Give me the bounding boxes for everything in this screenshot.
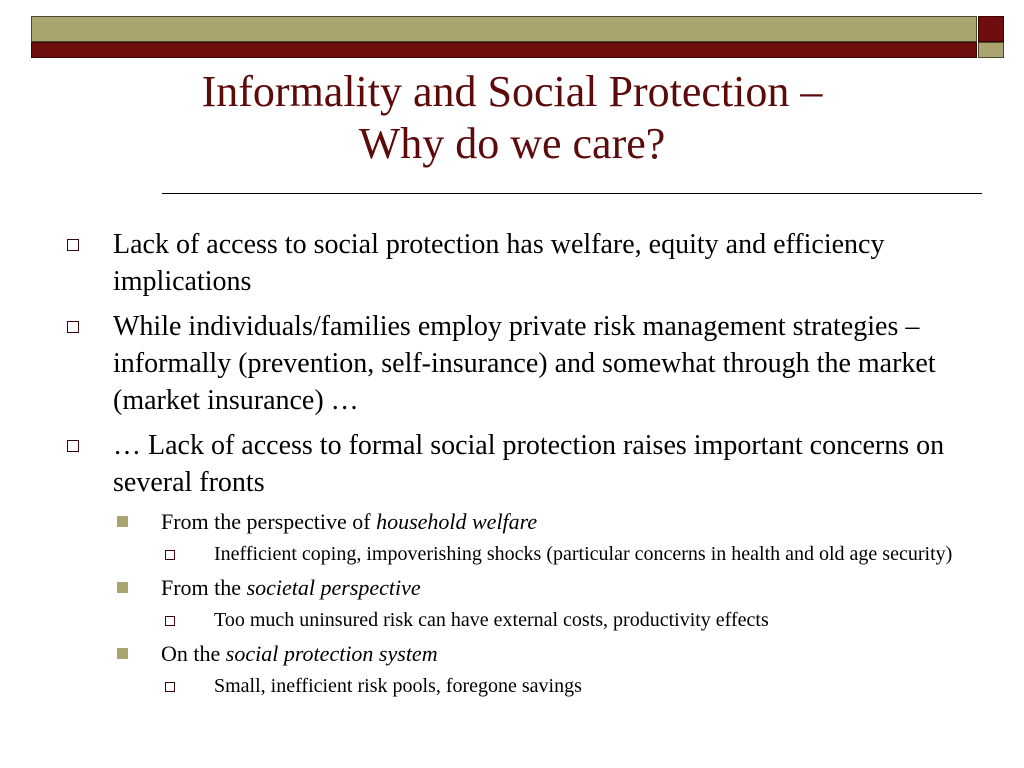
hollow-square-bullet-icon	[67, 440, 79, 452]
detail-bullet-item	[214, 607, 962, 633]
sub-bullet-prefix: From the	[161, 575, 247, 600]
hollow-square-bullet-icon	[67, 239, 79, 251]
detail-bullet-text: Small, inefficient risk pools, foregone savings	[214, 675, 582, 697]
sub-bullet-prefix: From the perspective of	[161, 509, 377, 534]
slide-title-line-2: Why do we care?	[358, 119, 666, 168]
filled-square-bullet-icon	[117, 582, 128, 593]
bullet-text: Lack of access to social protection has welfare, equity and efficiency implications	[113, 229, 885, 297]
hollow-square-bullet-icon	[165, 550, 175, 560]
detail-bullet-item	[214, 541, 962, 567]
slide-body	[0, 226, 1024, 705]
sub-bullet-item	[161, 639, 961, 668]
bullet-text: While individuals/families employ private risk management strategies – informally (prevention, self-insurance) and somewhat through the market (market insurance) …	[113, 311, 936, 416]
sub-bullet-emphasis: societal perspective	[246, 575, 421, 600]
slide-title	[40, 66, 984, 170]
sub-bullet-emphasis: social protection system	[225, 641, 438, 666]
header-square-maroon	[978, 16, 1004, 42]
sub-bullet-item	[161, 573, 961, 602]
sub-bullet-emphasis: household welfare	[376, 509, 538, 534]
filled-square-bullet-icon	[117, 516, 128, 527]
bullet-item	[113, 308, 973, 419]
title-divider	[162, 193, 982, 194]
header-bar-maroon	[31, 42, 977, 58]
hollow-square-bullet-icon	[67, 321, 79, 333]
slide-title-line-1: Informality and Social Protection –	[201, 67, 823, 116]
hollow-square-bullet-icon	[165, 682, 175, 692]
header-square-olive	[978, 42, 1004, 58]
hollow-square-bullet-icon	[165, 616, 175, 626]
detail-bullet-item	[214, 673, 962, 699]
header-bar-olive	[31, 16, 977, 42]
detail-bullet-text: Too much uninsured risk can have external costs, productivity effects	[214, 609, 769, 631]
filled-square-bullet-icon	[117, 648, 128, 659]
bullet-item	[113, 427, 973, 501]
sub-bullet-prefix: On the	[161, 641, 226, 666]
sub-bullet-item	[161, 507, 961, 536]
detail-bullet-text: Inefficient coping, impoverishing shocks (particular concerns in health and old age security)	[214, 543, 953, 565]
bullet-text: … Lack of access to formal social protection raises important concerns on several fronts	[113, 430, 945, 498]
bullet-item	[113, 226, 973, 300]
